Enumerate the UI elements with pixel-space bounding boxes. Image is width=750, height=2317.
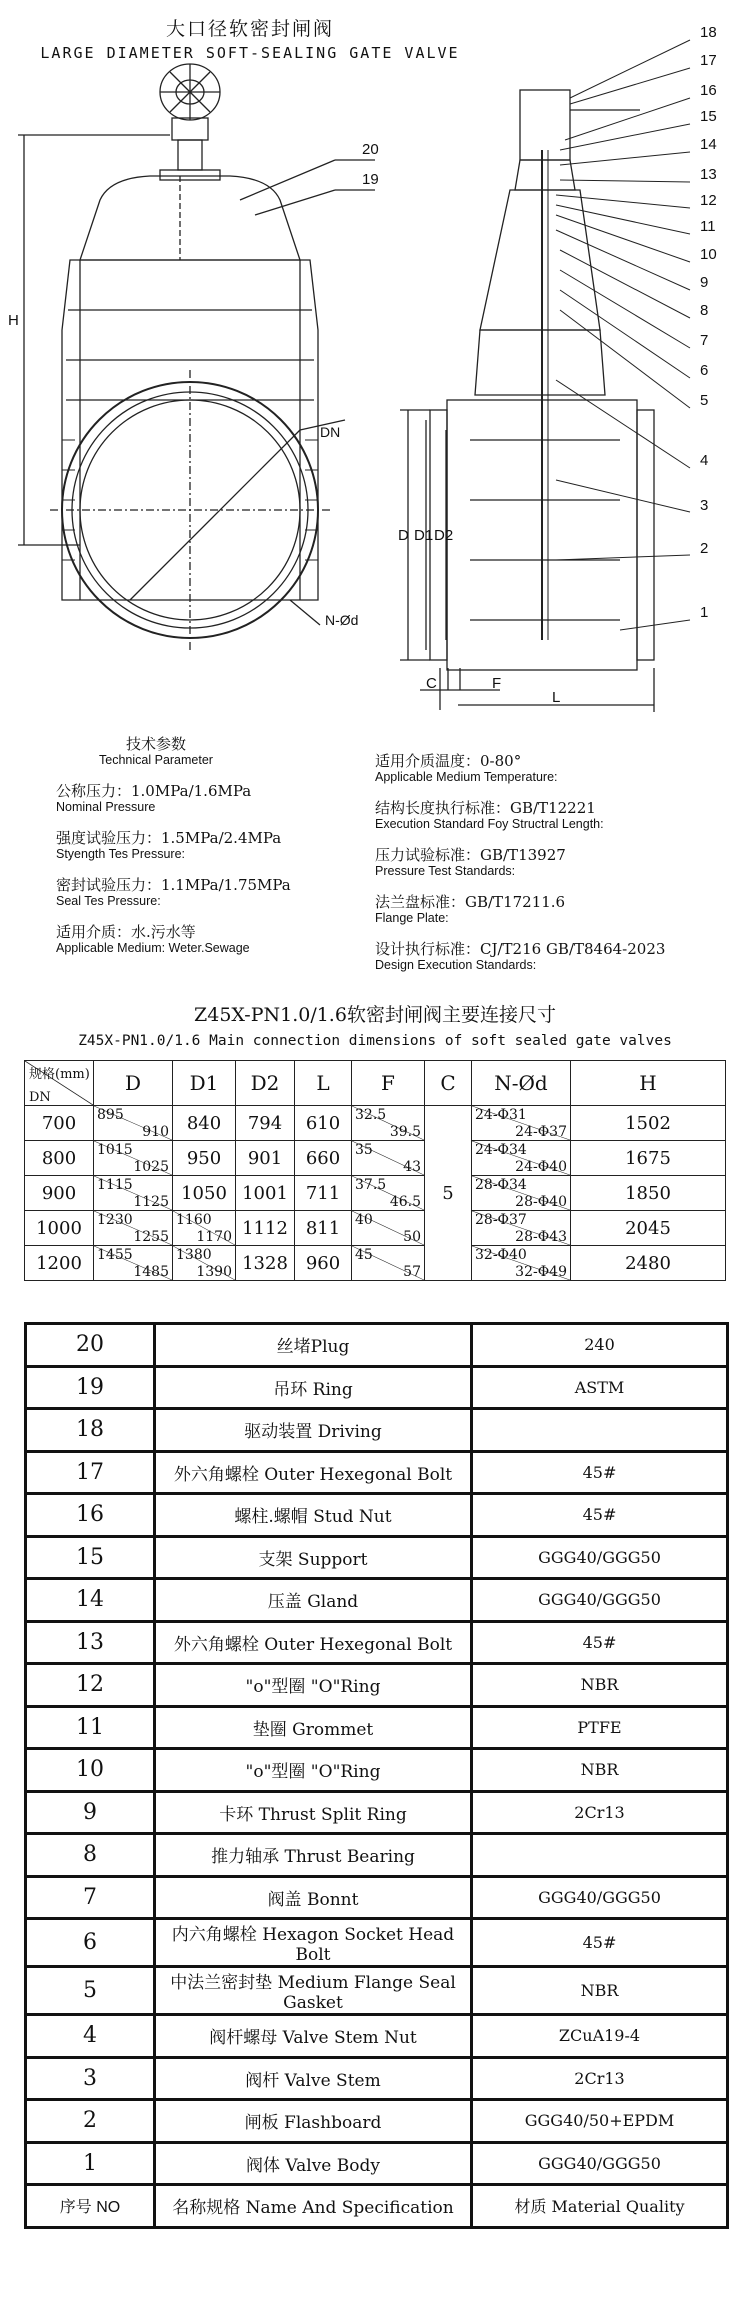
label-part-20: 20	[362, 141, 379, 158]
bom-no: 15	[26, 1536, 155, 1579]
bom-row	[26, 1791, 728, 1834]
bom-name: 闸板 Flashboard	[155, 2100, 472, 2143]
part-number-16: 16	[700, 82, 717, 99]
cell-d-top: 895	[97, 1107, 124, 1123]
cell-f	[352, 1211, 424, 1245]
cell-d-bottom: 1025	[133, 1159, 169, 1175]
hdr-d2: D2	[236, 1061, 295, 1106]
cell-f	[352, 1141, 424, 1175]
bom-material: 45#	[472, 1621, 728, 1664]
bom-material: 2Cr13	[472, 2057, 728, 2100]
cell-d-top: 1455	[97, 1247, 133, 1263]
hdr-f: F	[352, 1061, 425, 1106]
part-number-15: 15	[700, 108, 717, 125]
cell-h: 1675	[571, 1141, 726, 1176]
cell-d	[94, 1141, 172, 1175]
part-number-1: 1	[700, 604, 709, 621]
bom-material: NBR	[472, 1749, 728, 1792]
cell-d2: 1001	[236, 1176, 295, 1211]
cell-d	[94, 1211, 172, 1245]
cell-dn: 1200	[25, 1246, 94, 1281]
bom-no: 18	[26, 1409, 155, 1452]
part-number-2: 2	[700, 540, 709, 557]
bom-row	[26, 1919, 728, 1967]
cell-f	[352, 1176, 424, 1210]
cell-f-bottom: 46.5	[389, 1194, 421, 1210]
part-number-9: 9	[700, 274, 709, 291]
part-number-labels	[700, 24, 717, 621]
bom-footer-name: 名称规格 Name And Specification	[155, 2185, 472, 2228]
bom-row	[26, 1451, 728, 1494]
cell-f-top: 32.5	[355, 1107, 387, 1123]
bom-no: 2	[26, 2100, 155, 2143]
tech-heading-en: Technical Parameter	[99, 753, 213, 767]
hdr-d1: D1	[173, 1061, 236, 1106]
bom-material: ZCuA19-4	[472, 2015, 728, 2058]
bom-name: 阀体 Valve Body	[155, 2142, 472, 2185]
cell-dn: 800	[25, 1141, 94, 1176]
bom-material: 240	[472, 1324, 728, 1367]
bom-no: 14	[26, 1579, 155, 1622]
hdr-spec	[25, 1061, 94, 1106]
tech-right-1-en: Execution Standard Foy Structral Length:	[375, 817, 604, 831]
bom-name: 外六角螺栓 Outer Hexegonal Bolt	[155, 1621, 472, 1664]
bom-material	[472, 1409, 728, 1452]
cell-d-top: 1230	[97, 1212, 133, 1228]
tech-heading-cn: 技术参数	[125, 735, 186, 753]
cell-d-top: 1015	[97, 1142, 133, 1158]
cell-nd-top: 28-Φ37	[475, 1212, 527, 1228]
label-d2: D2	[434, 527, 454, 544]
label-c: C	[426, 675, 437, 692]
bom-row	[26, 2100, 728, 2143]
bom-footer-material: 材质 Material Quality	[472, 2185, 728, 2228]
cell-c: 5	[425, 1106, 472, 1281]
cell-d1-top: 1160	[176, 1212, 212, 1228]
bom-no: 4	[26, 2015, 155, 2058]
cell-dn: 900	[25, 1176, 94, 1211]
cell-f-top: 40	[355, 1212, 373, 1228]
bom-no: 10	[26, 1749, 155, 1792]
cell-f-bottom: 43	[403, 1159, 421, 1175]
dims-title-en: Z45X-PN1.0/1.6 Main connection dimensions of soft sealed gate valves	[78, 1033, 672, 1049]
cell-h: 1850	[571, 1176, 726, 1211]
cell-d1	[173, 1246, 235, 1280]
cell-h: 2045	[571, 1211, 726, 1246]
cell-f-bottom: 39.5	[389, 1124, 421, 1140]
bom-name: 丝堵Plug	[155, 1324, 472, 1367]
cell-l: 711	[295, 1176, 352, 1211]
cell-nd-bottom: 24-Φ40	[515, 1159, 567, 1175]
tech-right-0-cn: 适用介质温度：0-80°	[375, 752, 522, 770]
bom-no: 11	[26, 1706, 155, 1749]
dims-title-cn: Z45X-PN1.0/1.6软密封闸阀主要连接尺寸	[194, 1004, 556, 1026]
tech-left-0-cn: 公称压力：1.0MPa/1.6MPa	[56, 782, 252, 800]
bom-row	[26, 1409, 728, 1452]
part-number-4: 4	[700, 452, 709, 469]
hdr-spec-top: 规格(mm)	[29, 1067, 90, 1082]
label-l: L	[552, 689, 561, 706]
dims-row	[25, 1246, 726, 1281]
cell-nd	[472, 1211, 570, 1245]
cell-f	[352, 1246, 424, 1280]
drawing-title-cn: 大口径软密封闸阀	[165, 18, 334, 40]
hdr-c: C	[425, 1061, 472, 1106]
cell-nd-bottom: 32-Φ49	[515, 1264, 567, 1280]
bom-material: GGG40/50+EPDM	[472, 2100, 728, 2143]
bom-row	[26, 2142, 728, 2185]
cell-nd	[472, 1246, 570, 1280]
bom-row	[26, 1494, 728, 1537]
part-number-17: 17	[700, 52, 717, 69]
part-number-18: 18	[700, 24, 717, 41]
cell-d1-top: 1380	[176, 1247, 212, 1263]
dimension-table	[24, 1060, 726, 1281]
dims-header-row	[25, 1061, 726, 1106]
cell-d-top: 1115	[97, 1177, 133, 1193]
bom-name: 内六角螺栓 Hexagon Socket Head Bolt	[155, 1919, 472, 1967]
bom-no: 8	[26, 1834, 155, 1877]
bom-no: 1	[26, 2142, 155, 2185]
bom-name: 吊环 Ring	[155, 1366, 472, 1409]
dims-row	[25, 1211, 726, 1246]
cell-f-bottom: 57	[403, 1264, 421, 1280]
dims-row	[25, 1141, 726, 1176]
bom-no: 12	[26, 1664, 155, 1707]
bom-material: GGG40/GGG50	[472, 2142, 728, 2185]
bom-no: 6	[26, 1919, 155, 1967]
tech-right-0-en: Applicable Medium Temperature:	[375, 770, 558, 784]
bom-row	[26, 1706, 728, 1749]
cell-f-top: 45	[355, 1247, 373, 1263]
tech-left-3-cn: 适用介质：水.污水等	[56, 923, 196, 941]
bom-row	[26, 1749, 728, 1792]
bom-row	[26, 1834, 728, 1877]
bom-row	[26, 1579, 728, 1622]
cell-d1	[173, 1211, 235, 1245]
cell-f-top: 37.5	[355, 1177, 387, 1193]
tech-right-4-cn: 设计执行标准：CJ/T216 GB/T8464-2023	[375, 940, 666, 958]
part-number-11: 11	[700, 218, 716, 235]
cell-d	[94, 1106, 172, 1140]
part-number-8: 8	[700, 302, 709, 319]
cell-l: 610	[295, 1106, 352, 1141]
bom-row	[26, 1876, 728, 1919]
bom-no: 9	[26, 1791, 155, 1834]
cell-d	[94, 1246, 172, 1280]
cell-l: 660	[295, 1141, 352, 1176]
bom-material: 45#	[472, 1919, 728, 1967]
cell-d1: 840	[173, 1106, 236, 1141]
cell-d1: 1050	[173, 1176, 236, 1211]
bom-name: 阀杆 Valve Stem	[155, 2057, 472, 2100]
bom-no: 17	[26, 1451, 155, 1494]
valve-drawing	[0, 0, 750, 730]
bom-table	[24, 1322, 729, 2229]
cell-d-bottom: 910	[142, 1124, 169, 1140]
bom-name: 压盖 Gland	[155, 1579, 472, 1622]
bom-row	[26, 1366, 728, 1409]
bom-material: ASTM	[472, 1366, 728, 1409]
hdr-d: D	[94, 1061, 173, 1106]
cell-d1-bottom: 1170	[196, 1229, 232, 1245]
bom-name: 推力轴承 Thrust Bearing	[155, 1834, 472, 1877]
tech-right-3-en: Flange Plate:	[375, 911, 449, 925]
cell-nd	[472, 1106, 570, 1140]
bom-footer-no: 序号 NO	[26, 2185, 155, 2228]
bom-no: 16	[26, 1494, 155, 1537]
bom-material: GGG40/GGG50	[472, 1579, 728, 1622]
bom-name: 中法兰密封垫 Medium Flange Seal Gasket	[155, 1967, 472, 2015]
bom-material: GGG40/GGG50	[472, 1536, 728, 1579]
part-number-14: 14	[700, 136, 717, 153]
bom-name: 外六角螺栓 Outer Hexegonal Bolt	[155, 1451, 472, 1494]
part-number-7: 7	[700, 332, 709, 349]
cell-d2: 1112	[236, 1211, 295, 1246]
bom-material: PTFE	[472, 1706, 728, 1749]
bom-name: 阀盖 Bonnt	[155, 1876, 472, 1919]
bom-material: NBR	[472, 1664, 728, 1707]
cell-nd-top: 28-Φ34	[475, 1177, 527, 1193]
label-dn: DN	[320, 424, 341, 440]
tech-params-right	[375, 752, 745, 987]
cell-nd-bottom: 28-Φ40	[515, 1194, 567, 1210]
bom-row	[26, 2057, 728, 2100]
hdr-spec-bottom: DN	[29, 1090, 51, 1105]
tech-right-2-en: Pressure Test Standards:	[375, 864, 516, 878]
dims-row	[25, 1176, 726, 1211]
bom-row	[26, 1664, 728, 1707]
part-number-12: 12	[700, 192, 717, 209]
label-h: H	[8, 312, 19, 329]
bom-name: 垫圈 Grommet	[155, 1706, 472, 1749]
cell-nd-top: 24-Φ34	[475, 1142, 527, 1158]
bom-material: NBR	[472, 1967, 728, 2015]
part-number-6: 6	[700, 362, 709, 379]
bom-no: 13	[26, 1621, 155, 1664]
cell-d2: 1328	[236, 1246, 295, 1281]
tech-left-0-en: Nominal Pressure	[56, 800, 156, 814]
cell-l: 960	[295, 1246, 352, 1281]
cell-d-bottom: 1255	[133, 1229, 169, 1245]
label-nd: N-Ød	[325, 612, 359, 628]
tech-right-2-cn: 压力试验标准：GB/T13927	[375, 846, 566, 864]
bom-footer-row	[26, 2185, 728, 2228]
cell-d-bottom: 1125	[133, 1194, 169, 1210]
tech-params-left	[56, 735, 356, 970]
cell-nd	[472, 1176, 570, 1210]
part-number-3: 3	[700, 497, 709, 514]
hdr-nd: N-Ød	[472, 1061, 571, 1106]
bom-no: 7	[26, 1876, 155, 1919]
cell-nd-top: 24-Φ31	[475, 1107, 527, 1123]
bom-name: 螺柱.螺帽 Stud Nut	[155, 1494, 472, 1537]
bom-no: 19	[26, 1366, 155, 1409]
bom-no: 5	[26, 1967, 155, 2015]
cell-h: 2480	[571, 1246, 726, 1281]
cell-d-bottom: 1485	[133, 1264, 169, 1280]
label-d: D	[398, 527, 409, 544]
cell-nd	[472, 1141, 570, 1175]
tech-right-4-en: Design Execution Standards:	[375, 958, 537, 972]
cell-d1-bottom: 1390	[196, 1264, 232, 1280]
tech-left-3-en: Applicable Medium: Weter.Sewage	[56, 941, 250, 955]
bom-material: 2Cr13	[472, 1791, 728, 1834]
tech-right-3-cn: 法兰盘标准：GB/T17211.6	[375, 893, 566, 911]
label-f: F	[492, 675, 502, 692]
part-number-10: 10	[700, 246, 717, 263]
tech-left-2-en: Seal Tes Pressure:	[56, 894, 161, 908]
bom-row	[26, 1324, 728, 1367]
label-d1: D1	[414, 527, 434, 544]
bom-row	[26, 1967, 728, 2015]
label-part-19: 19	[362, 171, 379, 188]
bom-no: 20	[26, 1324, 155, 1367]
cell-h: 1502	[571, 1106, 726, 1141]
bom-name: 支架 Support	[155, 1536, 472, 1579]
part-number-5: 5	[700, 392, 709, 409]
tech-left-1-en: Styength Tes Pressure:	[56, 847, 186, 861]
bom-material: 45#	[472, 1451, 728, 1494]
hdr-l: L	[295, 1061, 352, 1106]
tech-right-1-cn: 结构长度执行标准：GB/T12221	[375, 799, 596, 817]
bom-material: 45#	[472, 1494, 728, 1537]
bom-name: 阀杆螺母 Valve Stem Nut	[155, 2015, 472, 2058]
tech-left-2-cn: 密封试验压力：1.1MPa/1.75MPa	[56, 876, 291, 894]
cell-nd-bottom: 24-Φ37	[515, 1124, 567, 1140]
part-number-13: 13	[700, 166, 717, 183]
cell-f-bottom: 50	[403, 1229, 421, 1245]
cell-d2: 794	[236, 1106, 295, 1141]
bom-name: "o"型圈 "O"Ring	[155, 1749, 472, 1792]
cell-d2: 901	[236, 1141, 295, 1176]
cell-l: 811	[295, 1211, 352, 1246]
bom-name: 卡环 Thrust Split Ring	[155, 1791, 472, 1834]
bom-name: 驱动装置 Driving	[155, 1409, 472, 1452]
bom-row	[26, 1621, 728, 1664]
bom-name: "o"型圈 "O"Ring	[155, 1664, 472, 1707]
cell-d1: 950	[173, 1141, 236, 1176]
drawing-title-en: LARGE DIAMETER SOFT-SEALING GATE VALVE	[40, 44, 460, 62]
cell-f	[352, 1106, 424, 1140]
cell-dn: 1000	[25, 1211, 94, 1246]
bom-material: GGG40/GGG50	[472, 1876, 728, 1919]
cell-f-top: 35	[355, 1142, 373, 1158]
dims-row	[25, 1106, 726, 1141]
tech-left-1-cn: 强度试验压力：1.5MPa/2.4MPa	[56, 829, 282, 847]
bom-no: 3	[26, 2057, 155, 2100]
cell-dn: 700	[25, 1106, 94, 1141]
cell-nd-top: 32-Φ40	[475, 1247, 527, 1263]
bom-material	[472, 1834, 728, 1877]
bom-row	[26, 2015, 728, 2058]
cell-d	[94, 1176, 172, 1210]
hdr-h: H	[571, 1061, 726, 1106]
bom-row	[26, 1536, 728, 1579]
cell-nd-bottom: 28-Φ43	[515, 1229, 567, 1245]
